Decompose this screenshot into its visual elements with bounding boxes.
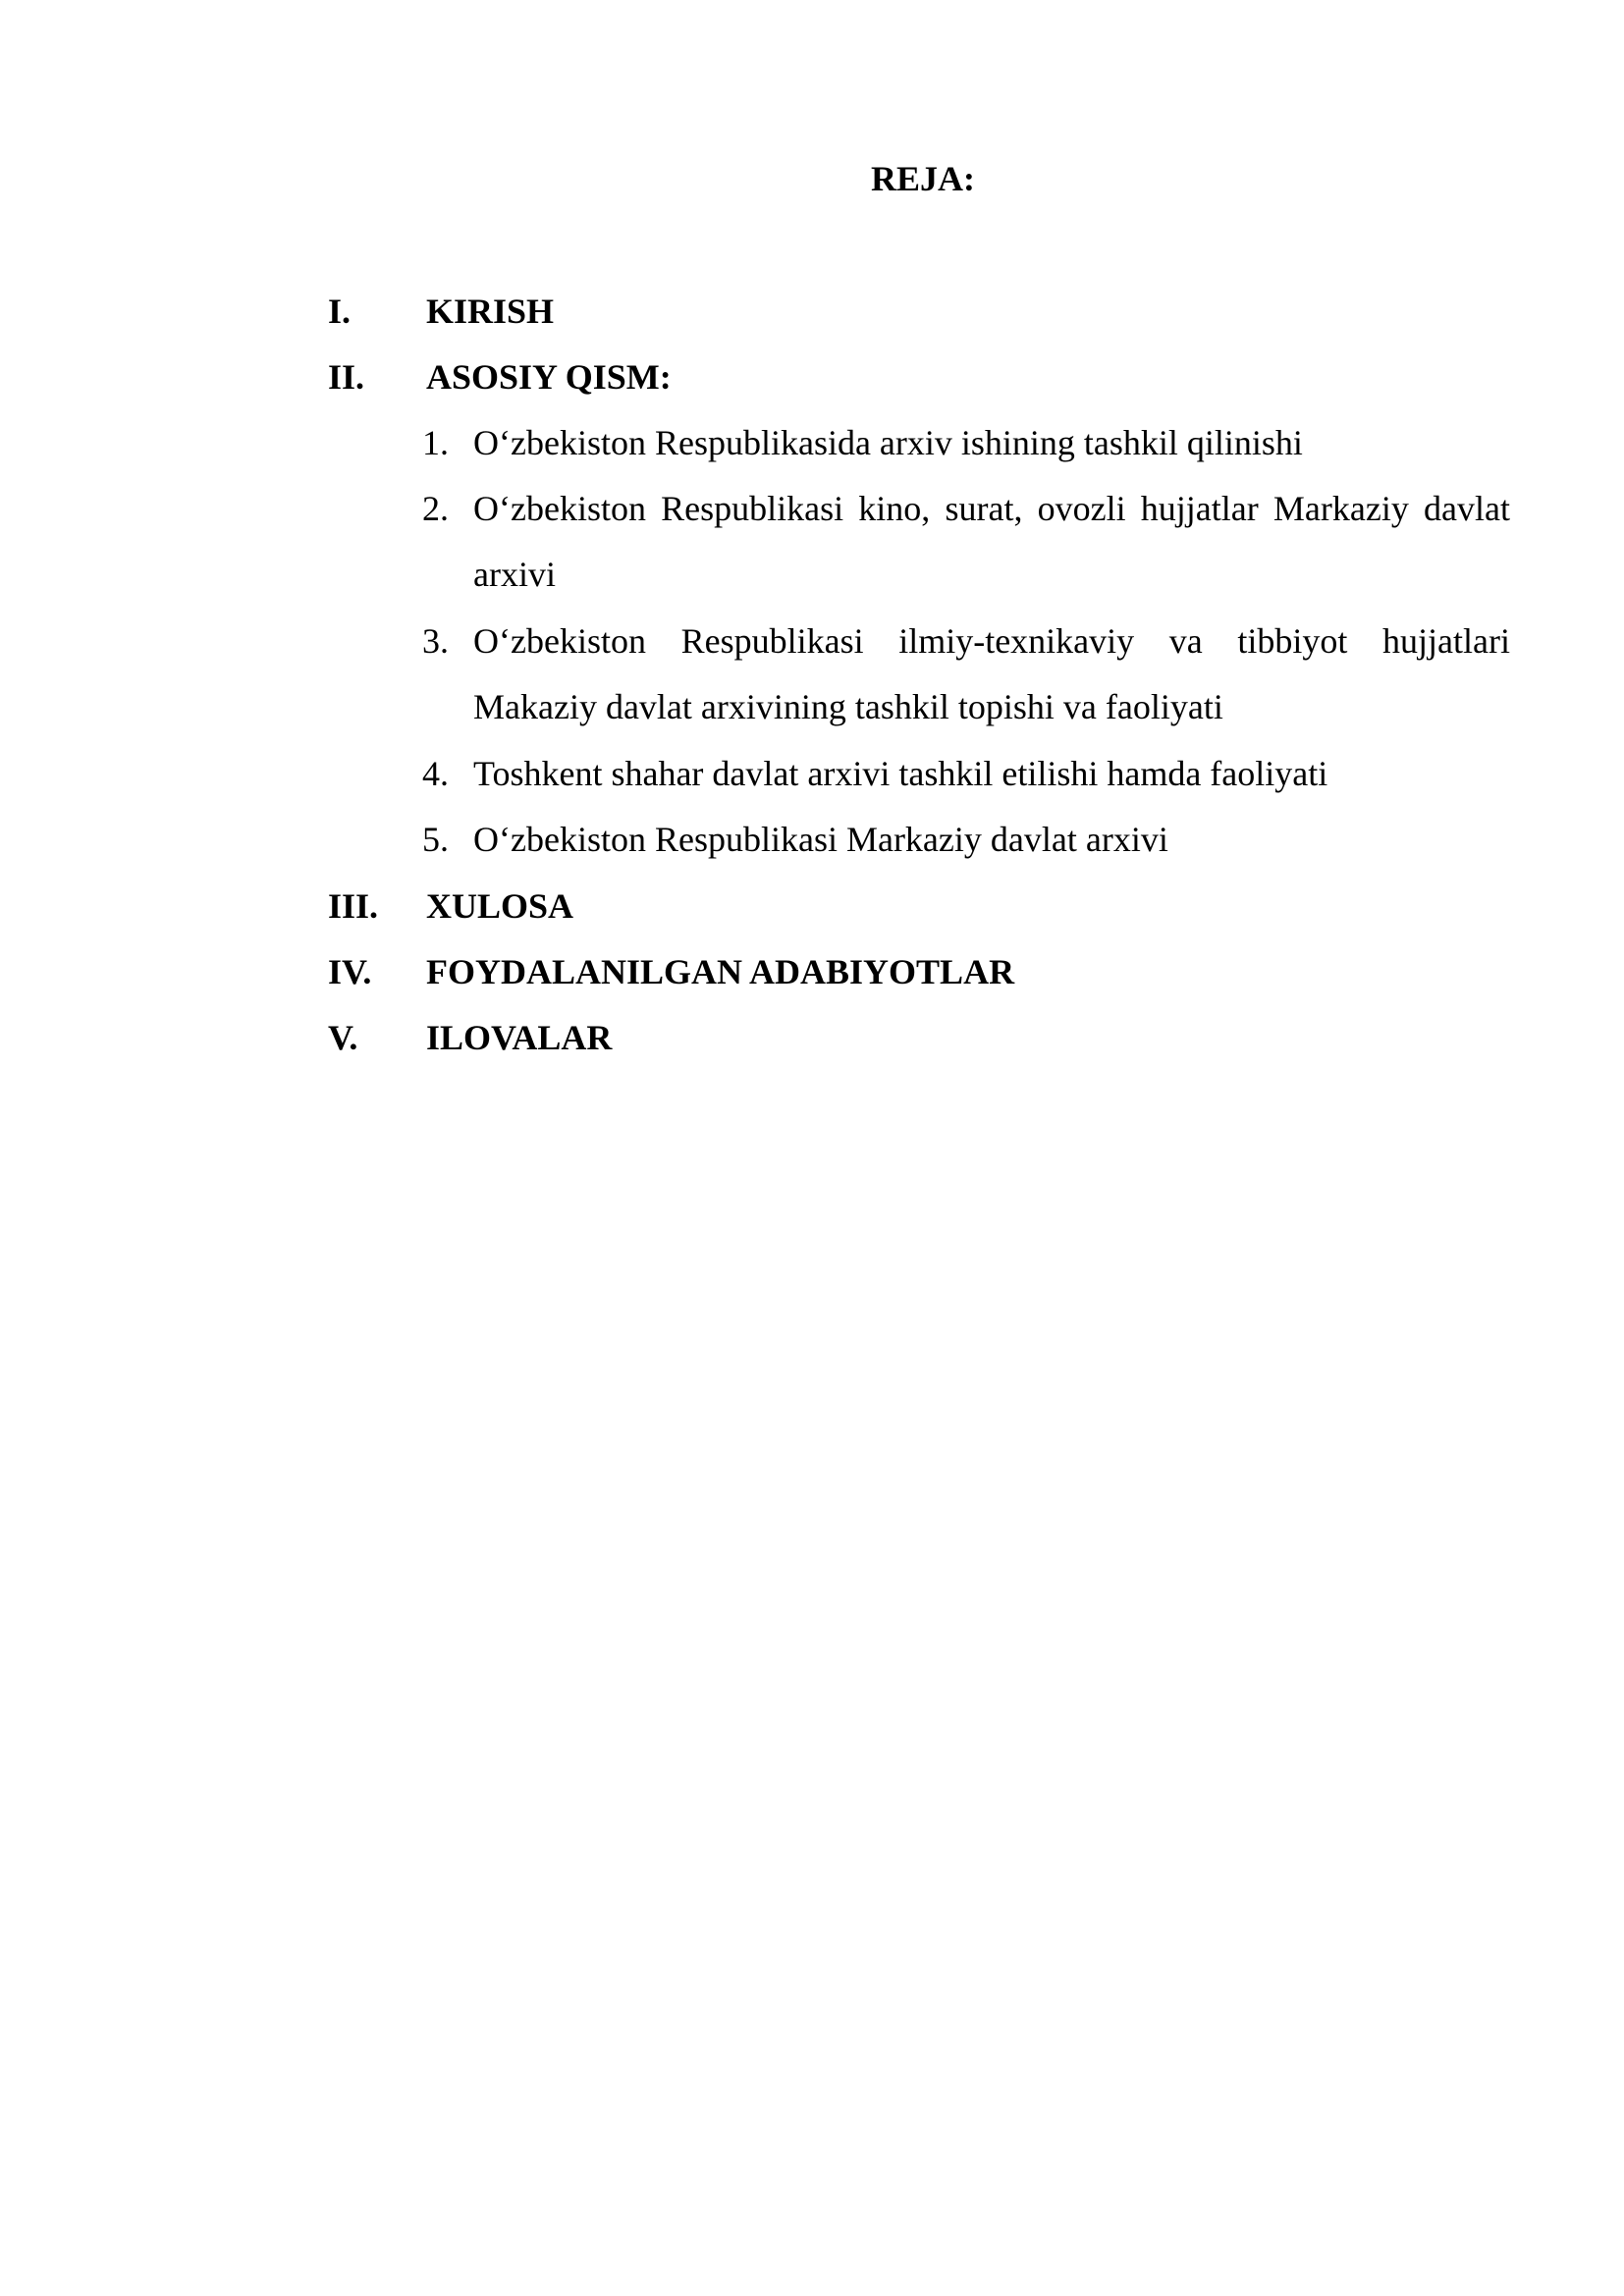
list-item-2 [422, 476, 1510, 608]
page-title: REJA: [871, 159, 975, 198]
section-foydalanilgan-adabiyotlar [328, 947, 1014, 996]
section-xulosa [328, 881, 573, 931]
section-label: ILOVALAR [426, 1018, 613, 1057]
item-text: Toshkent shahar davlat arxivi tashkil etilishi hamda faoliyati [473, 754, 1328, 793]
item-number: 4. [422, 754, 449, 793]
section-kirish [328, 287, 554, 336]
section-label: KIRISH [426, 292, 555, 331]
section-number: II. [328, 357, 365, 397]
section-label: ASOSIY QISM: [426, 357, 672, 397]
list-item-3 [422, 609, 1510, 740]
section-asosiy-qism [328, 352, 672, 401]
item-number: 2. [422, 489, 449, 528]
item-number: 5. [422, 820, 449, 859]
section-label: XULOSA [426, 886, 574, 926]
item-number: 3. [422, 621, 449, 661]
list-item-5 [422, 807, 1510, 873]
item-text: O‘zbekiston Respublikasi kino, surat, ovozli hujjatlar Markaziy davlat arxivi [473, 489, 1510, 594]
item-text: O‘zbekiston Respublikasi Markaziy davlat arxivi [473, 820, 1168, 859]
section-label: FOYDALANILGAN ADABIYOTLAR [426, 952, 1015, 991]
list-item-4 [422, 741, 1510, 807]
item-number: 1. [422, 423, 449, 462]
section-number: V. [328, 1018, 358, 1057]
list-item-1 [422, 410, 1510, 476]
item-text: O‘zbekiston Respublikasi ilmiy-texnikaviy va tibbiyot hujjatlari Makaziy davlat arxivining tashkil topishi va faoliyati [473, 621, 1510, 726]
section-number: IV. [328, 952, 372, 991]
section-ilovalar [328, 1013, 612, 1062]
item-text: O‘zbekiston Respublikasida arxiv ishining tashkil qilinishi [473, 423, 1303, 462]
section-number: I. [328, 292, 352, 331]
section-number: III. [328, 886, 379, 926]
